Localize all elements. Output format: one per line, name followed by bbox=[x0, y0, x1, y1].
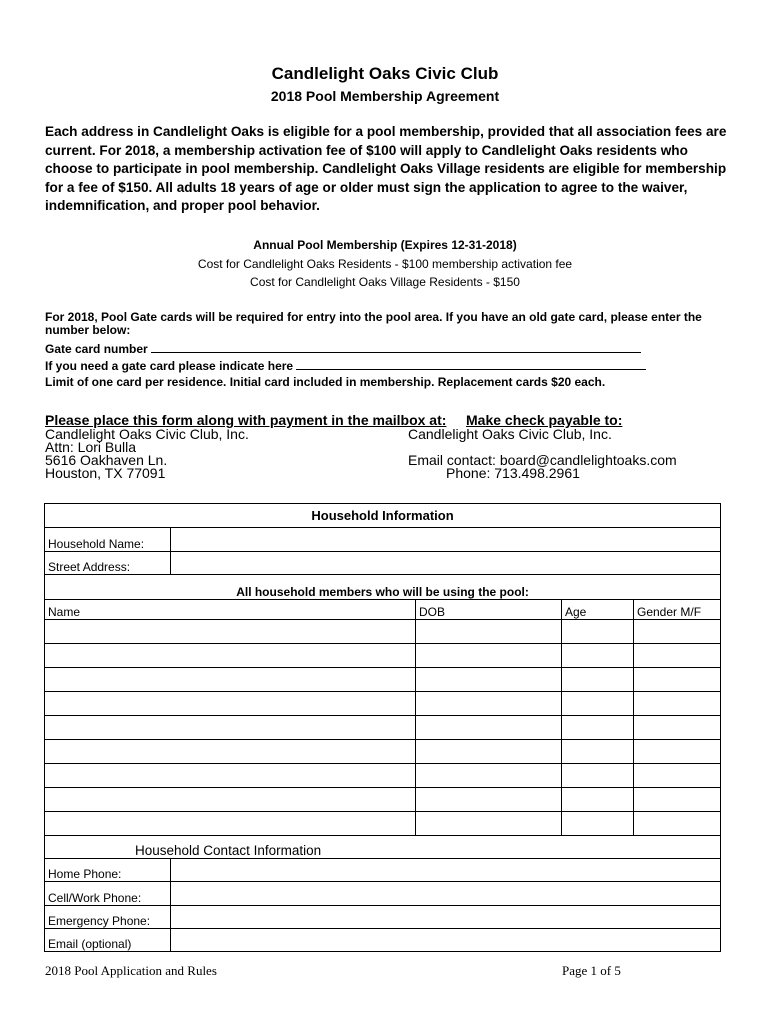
email-contact: Email contact: board@candlelightoaks.com bbox=[408, 452, 677, 468]
gate-card-request-label: If you need a gate card please indicate here bbox=[45, 359, 294, 373]
member-dob-field[interactable] bbox=[416, 692, 562, 716]
member-row bbox=[45, 764, 721, 788]
member-age-field[interactable] bbox=[562, 740, 634, 764]
document-title: Candlelight Oaks Civic Club bbox=[271, 64, 499, 83]
member-dob-field[interactable] bbox=[416, 788, 562, 812]
member-gender-field[interactable] bbox=[634, 812, 721, 836]
member-row bbox=[45, 740, 721, 764]
membership-cost-village: Cost for Candlelight Oaks Village Residents - $150 bbox=[250, 275, 520, 289]
member-dob-field[interactable] bbox=[416, 620, 562, 644]
membership-cost-residents: Cost for Candlelight Oaks Residents - $100 membership activation fee bbox=[197, 257, 573, 271]
member-gender-field[interactable] bbox=[634, 788, 721, 812]
member-gender-field[interactable] bbox=[634, 620, 721, 644]
email-label: Email (optional) bbox=[45, 929, 171, 952]
gate-card-number-field[interactable] bbox=[151, 341, 641, 353]
household-info-heading: Household Information bbox=[45, 504, 721, 528]
street-address-label: Street Address: bbox=[45, 552, 171, 575]
payable-heading: Make check payable to: bbox=[466, 412, 623, 428]
member-gender-field[interactable] bbox=[634, 644, 721, 668]
member-name-field[interactable] bbox=[45, 692, 416, 716]
home-phone-field[interactable] bbox=[171, 859, 721, 882]
mailbox-heading: Please place this form along with payment in the mailbox at: bbox=[45, 412, 447, 428]
member-row bbox=[45, 692, 721, 716]
footer-page-number: Page 1 of 5 bbox=[562, 963, 621, 978]
home-phone-label: Home Phone: bbox=[45, 859, 171, 882]
street-address-field[interactable] bbox=[171, 552, 721, 575]
column-header-dob: DOB bbox=[416, 600, 562, 620]
member-row bbox=[45, 668, 721, 692]
member-age-field[interactable] bbox=[562, 692, 634, 716]
household-form-table bbox=[44, 503, 721, 952]
member-dob-field[interactable] bbox=[416, 764, 562, 788]
member-age-field[interactable] bbox=[562, 668, 634, 692]
member-age-field[interactable] bbox=[562, 644, 634, 668]
gate-card-number-row bbox=[45, 341, 735, 356]
member-dob-field[interactable] bbox=[416, 644, 562, 668]
household-name-label: Household Name: bbox=[45, 528, 171, 552]
cell-work-phone-field[interactable] bbox=[171, 882, 721, 906]
member-row bbox=[45, 644, 721, 668]
membership-heading: Annual Pool Membership (Expires 12-31-2018) bbox=[253, 238, 517, 252]
member-gender-field[interactable] bbox=[634, 692, 721, 716]
member-name-field[interactable] bbox=[45, 644, 416, 668]
member-dob-field[interactable] bbox=[416, 716, 562, 740]
members-heading: All household members who will be using the pool: bbox=[45, 575, 721, 600]
member-row bbox=[45, 812, 721, 836]
member-age-field[interactable] bbox=[562, 620, 634, 644]
mailing-address-line: 5616 Oakhaven Ln. bbox=[45, 452, 168, 468]
payee-name: Candlelight Oaks Civic Club, Inc. bbox=[408, 426, 612, 442]
mailing-address-line: Candlelight Oaks Civic Club, Inc. bbox=[45, 426, 249, 442]
member-name-field[interactable] bbox=[45, 716, 416, 740]
member-name-field[interactable] bbox=[45, 812, 416, 836]
document-subtitle: 2018 Pool Membership Agreement bbox=[270, 88, 500, 104]
member-row bbox=[45, 716, 721, 740]
column-header-name: Name bbox=[45, 600, 416, 620]
household-name-field[interactable] bbox=[171, 528, 721, 552]
gate-card-request-field[interactable] bbox=[296, 358, 646, 370]
phone-contact: Phone: 713.498.2961 bbox=[446, 465, 580, 481]
member-row bbox=[45, 620, 721, 644]
mailing-address-line: Attn: Lori Bulla bbox=[45, 439, 137, 455]
member-age-field[interactable] bbox=[562, 788, 634, 812]
gate-card-limit: Limit of one card per residence. Initial card included in membership. Replacement cards $20 each. bbox=[45, 375, 606, 389]
member-name-field[interactable] bbox=[45, 764, 416, 788]
emergency-phone-field[interactable] bbox=[171, 906, 721, 929]
member-name-field[interactable] bbox=[45, 788, 416, 812]
member-gender-field[interactable] bbox=[634, 740, 721, 764]
gate-card-request-row bbox=[45, 358, 735, 373]
member-age-field[interactable] bbox=[562, 812, 634, 836]
cell-work-phone-label: Cell/Work Phone: bbox=[45, 882, 171, 906]
member-name-field[interactable] bbox=[45, 668, 416, 692]
gate-card-number-label: Gate card number bbox=[45, 342, 148, 356]
member-gender-field[interactable] bbox=[634, 668, 721, 692]
member-dob-field[interactable] bbox=[416, 740, 562, 764]
gate-card-intro: For 2018, Pool Gate cards will be required for entry into the pool area. If you have an old gate card, please enter the number below: bbox=[45, 310, 702, 337]
intro-paragraph: Each address in Candlelight Oaks is eligible for a pool membership, provided that all association fees are current. For 2018, a membership activation fee of $100 will apply to Candlelight Oaks residents who choose to participate in pool membership. Candlelight Oaks Village residents are eligible for membership for a fee of $150. All adults 18 years of age or older must sign the application to agree to the waiver, indemnification, and proper pool behavior. bbox=[45, 124, 727, 214]
member-gender-field[interactable] bbox=[634, 716, 721, 740]
member-dob-field[interactable] bbox=[416, 812, 562, 836]
column-header-gender: Gender M/F bbox=[634, 600, 721, 620]
column-header-age: Age bbox=[562, 600, 634, 620]
member-name-field[interactable] bbox=[45, 620, 416, 644]
member-row bbox=[45, 788, 721, 812]
member-gender-field[interactable] bbox=[634, 764, 721, 788]
email-field[interactable] bbox=[171, 929, 721, 952]
contact-info-heading: Household Contact Information bbox=[45, 836, 721, 859]
member-age-field[interactable] bbox=[562, 764, 634, 788]
emergency-phone-label: Emergency Phone: bbox=[45, 906, 171, 929]
footer-document-name: 2018 Pool Application and Rules bbox=[45, 963, 217, 978]
member-dob-field[interactable] bbox=[416, 668, 562, 692]
member-age-field[interactable] bbox=[562, 716, 634, 740]
mailing-address-line: Houston, TX 77091 bbox=[45, 465, 166, 481]
member-name-field[interactable] bbox=[45, 740, 416, 764]
